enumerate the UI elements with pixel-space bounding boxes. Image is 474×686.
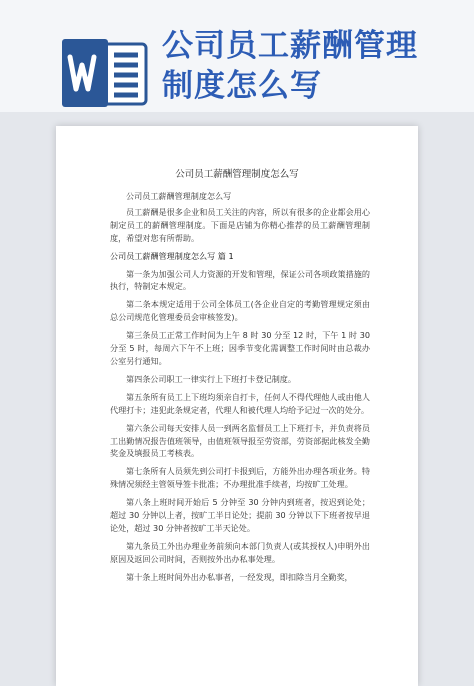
article-paragraph: 第二条本规定适用于公司全体员工(各企业自定的考勤管理规定须由总公司规范化管理委员会审核签发)。 [110, 299, 370, 323]
article-paragraph: 第五条所有员工上下班均须亲自打卡，任何人不得代理他人或由他人代理打卡；违犯此条规定者，代理人和被代理人均给予记过一次的处分。 [110, 391, 370, 415]
article-paragraph: 第六条公司每天安排人员一到两名监督员工上下班打卡，并负责将员工出勤情况报告值班领导，由值班领导报至劳资部，劳资部据此核发全勤奖金及填报员工考核表。 [110, 422, 370, 459]
document-body [110, 190, 370, 589]
article-paragraph: 第三条员工正常工作时间为上午 8 时 30 分至 12 时，下午 1 时 30 分至 5 时，每周六下午不上班；因季节变化需调整工作时间时由总裁办公室另行通知。 [110, 330, 370, 366]
section-heading: 公司员工薪酬管理制度怎么写 篇 1 [110, 250, 234, 261]
article-paragraph: 第七条所有人员须先到公司打卡报到后，方能外出办理各项业务。特殊情况须经主管领导签卡批准；不办理批准手续者，均按旷工处理。 [110, 466, 370, 490]
article-paragraph: 第十条上班时间外出办私事者，一经发现，即扣除当月全勤奖， [126, 571, 353, 582]
document-intro: 员工薪酬是很多企业和员工关注的内容，所以有很多的企业都会用心制定员工的薪酬管理制度。下面是店铺为你精心推荐的员工薪酬管理制度，希望对您有所帮助。 [110, 206, 370, 243]
headline-line-1: 公司员工薪酬管理 [162, 28, 418, 64]
article-paragraph: 第四条公司职工一律实行上下班打卡登记制度。 [126, 373, 296, 384]
article-paragraph: 第一条为加强公司人力资源的开发和管理，保证公司各项政策措施的执行，特制定本规定。 [110, 268, 370, 292]
document-subtitle: 公司员工薪酬管理制度怎么写 [126, 191, 232, 201]
article-paragraph: 第九条员工外出办理业务前须向本部门负责人(或其授权人)申明外出原因及返回公司时间，否则按外出办私事处理。 [110, 540, 370, 564]
article-paragraph: 第八条上班时间开始后 5 分钟至 30 分钟内到班者，按迟到论处；超过 30 分钟以上者，按旷工半日论处；提前 30 分钟以下下班者按早退论处，超过 30 分钟者按旷工半天论处。 [110, 497, 370, 533]
document-page [56, 126, 418, 686]
page-headline [162, 26, 418, 106]
word-document-icon [62, 39, 148, 107]
document-title: 公司员工薪酬管理制度怎么写 [175, 169, 299, 180]
headline-line-2: 制度怎么写 [162, 68, 322, 104]
header-banner [0, 0, 474, 112]
